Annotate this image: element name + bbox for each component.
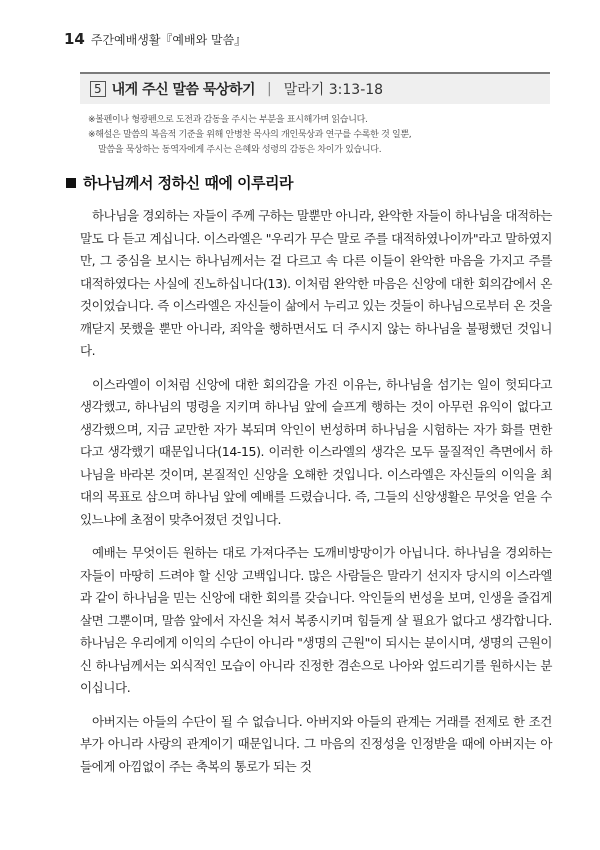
paragraph: 이스라엘이 이처럼 신앙에 대한 회의감을 가진 이유는, 하나님을 섬기는 일이 헛되다고 생각했고, 하나님의 명령을 지키며 하나님 앞에 슬프게 행하는 것이 아무런 유익이 없다고 생각했으며, 지금 교만한 자가 복되며 악인이 번성하며 하나님을 시험하는 자가 화를 면한다고 생각했기 때문입니다(14-15). 이러한 이스라엘의 생각은 모두 물질적인 측면에서 하나님을 바라본 것이며, 본질적인 신앙을 오해한 것입니다. 이스라엘은 자신들의 이익을 최대의 목표로 삼으며 하나님 앞에 예배를 드렸습니다. 즉, 그들의 신앙생활은 무엇을 얻을 수 있느냐에 초점이 맞추어졌던 것입니다.: [80, 376, 552, 527]
square-bullet-icon: [66, 178, 76, 188]
section-number: 5: [90, 81, 106, 97]
book-title: 주간예배생활『예배와 말씀』: [90, 33, 247, 47]
body-text: [80, 205, 552, 789]
note-line: 말씀을 묵상하는 동역자에게 주시는 은혜와 성령의 감동은 차이가 있습니다.: [98, 145, 382, 155]
note-line: ※볼펜이나 형광펜으로 도전과 감동을 주시는 부분을 표시해가며 읽습니다.: [88, 115, 368, 125]
note-line: ※해설은 말씀의 복음적 기준을 위해 안병찬 목사의 개인묵상과 연구를 수록한 것 일뿐,: [88, 130, 412, 140]
paragraph: 예배는 무엇이든 원하는 대로 가져다주는 도깨비방망이가 아닙니다. 하나님을 경외하는 자들이 마땅히 드려야 할 신앙 고백입니다. 많은 사람들은 말라기 선지자 당시의 이스라엘과 같이 하나님을 믿는 신앙에 대한 회의를 갖습니다. 악인들의 번성을 보며, 인생을 즐겁게 살면 그뿐이며, 말씀 앞에서 자신을 쳐서 복종시키며 힘들게 살 필요가 없다고 생각합니다. 하나님은 우리에게 이익의 수단이 아니라 "생명의 근원"이 되시는 분이시며, 생명의 근원이신 하나님께서는 외식적인 모습이 아니라 진정한 겸손으로 나아와 엎드리기를 원하시는 분이십니다.: [80, 545, 552, 695]
section-title: 내게 주신 말씀 묵상하기: [111, 82, 256, 98]
reading-notes: [88, 113, 548, 158]
subheading: [66, 172, 293, 193]
subheading-text: 하나님께서 정하신 때에 이루리라: [83, 174, 294, 192]
section-heading-box: [80, 72, 550, 104]
page-number: 14: [64, 30, 85, 48]
scripture-reference: 말라기 3:13-18: [283, 82, 384, 98]
paragraph: 아버지는 아들의 수단이 될 수 없습니다. 아버지와 아들의 관계는 거래를 전제로 한 조건부가 아니라 사랑의 관계이기 때문입니다. 그 마음의 진정성을 인정받을 때에 아버지는 아들에게 아낌없이 주는 축복의 통로가 되는 것: [80, 713, 552, 774]
section-separator: |: [267, 81, 272, 97]
running-header: [64, 30, 246, 48]
paragraph: 하나님을 경외하는 자들이 주께 구하는 말뿐만 아니라, 완악한 자들이 하나님을 대적하는 말도 다 듣고 계십니다. 이스라엘은 "우리가 무슨 말로 주를 대적하였나이까"라고 말하였지만, 그 중심을 보시는 하나님께서는 겉 다르고 속 다른 이들이 완악한 마음을 가지고 주를 대적하였다는 사실에 진노하십니다(13). 이처럼 완악한 마음은 신앙에 대한 회의감에서 온 것이었습니다. 즉 이스라엘은 자신들이 삶에서 누리고 있는 것들이 하나님으로부터 온 것을 깨닫지 못했을 뿐만 아니라, 죄악을 행하면서도 더 주시지 않는 하나님을 불평했던 것입니다.: [80, 208, 552, 358]
